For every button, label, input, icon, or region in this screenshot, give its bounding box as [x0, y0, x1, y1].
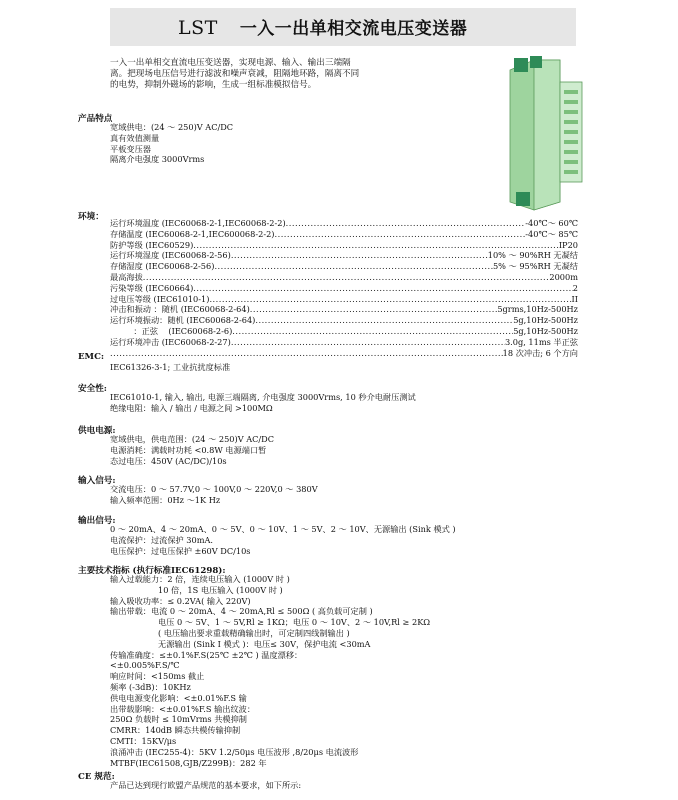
env-row: 过电压等级 (IEC61010-1) ..... II — [110, 294, 578, 305]
ce-text: 产品已达到现行欧盟产品规范的基本要求，如下所示: — [110, 780, 302, 790]
features-heading: 产品特点 — [78, 114, 113, 124]
specs-block — [110, 574, 430, 768]
din-rail-transmitter-module-icon — [500, 52, 590, 212]
spec-line: 250Ω 负载时 ≤ 10mVrms 共模抑制 — [110, 714, 247, 725]
input-line: 输入频率范围：0Hz ～1K Hz — [110, 494, 221, 505]
env-row: 污染等级 (IEC60664) ..... 2 — [110, 283, 578, 294]
power-line: 态过电压：450V (AC/DC)/10s — [110, 455, 227, 466]
model-name: LST — [178, 17, 218, 39]
env-row: ：正弦 (IEC60068-2-6) ..... 5g,10Hz-500Hz — [110, 326, 578, 337]
env-row: 防护等级 (IEC60529) ..... IP20 — [110, 240, 578, 251]
spec-line: 出带载影响：<±0.01%F.S 输出纹波： — [110, 703, 256, 714]
spec-line: 输出带载：电流 0 ～ 20mA、4 ～ 20mA,Rl ≤ 500Ω ( 高负载可定制 ) — [110, 606, 373, 617]
env-row: 运行环境振动：随机 (IEC60068-2-64) ..... 5g,10Hz-500Hz — [110, 315, 578, 326]
emc-heading: EMC: — [78, 352, 105, 362]
safety-line: 绝缘电阻：输入 / 输出 / 电源之间 >100MΩ — [110, 402, 273, 413]
power-block — [110, 434, 274, 466]
page-title — [178, 14, 467, 39]
env-row: 运行环境湿度 (IEC60068-2-56) ..... 10% ～ 90%RH 无凝结 — [110, 250, 578, 261]
spec-line: CMRR：140dB 瞬态共模传输抑制 — [110, 725, 241, 736]
env-row: 最高海拔 ..... 2000m — [110, 272, 578, 283]
spec-line: MTBF(IEC61508,GJB/Z299B)：282 年 — [110, 757, 267, 768]
input-line: 交流电压：0 ～ 57.7V,0 ～ 100V,0 ～ 220V,0 ～ 380V — [110, 484, 318, 494]
safety-block — [110, 392, 416, 414]
env-row: 运行环境温度 (IEC60068-2-1,IEC60068-2-2) ..... -40℃～ 60℃ — [110, 218, 578, 229]
spec-line: 供电电源变化影响：<±0.01%F.S 输 — [110, 692, 247, 703]
spec-line: 浪涌冲击 (IEC255-4)：5KV 1.2/50μs 电压波形 ,8/20μs 电流波形 — [110, 746, 359, 757]
spec-line: 输入过载能力：2 倍，连续电压输入 (1000V 时 ) — [110, 574, 290, 584]
env-row: 冲击和振动 ：随机 (IEC60068-2-64) ..... 5grms,10Hz-500Hz — [110, 304, 578, 315]
spec-line: 10 倍，1S 电压输入 (1000V 时 ) — [158, 584, 283, 595]
features-list — [110, 122, 233, 165]
feature-item: 真有效值测量 — [110, 132, 160, 143]
spec-line: ( 电压输出要求重载精确输出时，可定制四线制输出 ) — [158, 627, 350, 638]
specs-heading: 主要技术指标 (执行标准IEC61298): — [78, 566, 226, 576]
ce-heading: CE 规范: — [78, 772, 115, 782]
output-heading: 输出信号: — [78, 516, 116, 526]
safety-heading: 安全性: — [78, 384, 107, 394]
intro-paragraph: 一入一出单相交直流电压变送器，实现电源、输入、输出三端隔离。把现场电压信号进行滤波和噪声衰减，阻隔地环路，隔离不同的电势，抑制外磁场的影响，生成一组标准模拟信号。 — [110, 58, 360, 90]
feature-item: 平板变压器 — [110, 143, 151, 154]
emc-text: IEC61326-3-1; 工业抗扰度标准 — [110, 362, 231, 372]
output-line: 电压保护：过电压保护 ±60V DC/10s — [110, 545, 251, 556]
spec-line: 无源输出 (Sink I 模式 )：电压≤ 30V，保护电流 <30mA — [158, 638, 371, 649]
power-heading: 供电电源: — [78, 426, 116, 436]
product-title: 一入一出单相交流电压变送器 — [239, 19, 468, 39]
feature-item: 隔离介电强度 3000Vrms — [110, 154, 205, 165]
environment-table — [110, 218, 578, 358]
env-row: 存储湿度 (IEC60068-2-56) ..... 5% ～ 95%RH 无凝结 — [110, 261, 578, 272]
power-line: 电源消耗：满载时功耗 <0.8W 电源端口暂 — [110, 444, 267, 455]
spec-line: CMTI：15KV/μs — [110, 735, 177, 746]
output-line: 0 ～ 20mA、4 ～ 20mA、0 ～ 5V、0 ～ 10V、1 ～ 5V、2 ～ 10V、无源输出 (Sink 模式 ) — [110, 524, 456, 534]
output-line: 电流保护：过流保护 30mA. — [110, 534, 213, 545]
env-row: ..... 18 次冲击; 6 个方向 — [110, 348, 578, 359]
feature-item: 宽域供电：(24 ～ 250)V AC/DC — [110, 122, 234, 132]
spec-line: 响应时间：<150ms 截止 — [110, 671, 205, 682]
safety-line: IEC61010-1, 输入, 输出, 电源三端隔离, 介电强度 3000Vrms, 10 秒介电耐压测试 — [110, 392, 416, 402]
output-block — [110, 524, 456, 556]
environment-heading: 环境： — [78, 212, 104, 222]
spec-line: 电压 0 ～ 5V、1 ～ 5V,Rl ≥ 1KΩ；电压 0 ～ 10V、2 ～ 10V,Rl ≥ 2KΩ — [158, 617, 431, 628]
input-heading: 输入信号: — [78, 476, 116, 486]
power-line: 宽域供电，供电范围：(24 ～ 250)V AC/DC — [110, 434, 274, 444]
spec-line: 传输准确度：≤±0.1%F.S(25℃ ±2℃ ) 温度漂移： — [110, 649, 303, 660]
env-row: 存储温度 (IEC60068-2-1,IEC600068-2-2) ..... -40℃～ 85℃ — [110, 229, 578, 240]
spec-line: <±0.005%F.S/℃ — [110, 660, 180, 671]
spec-line: 频率 (-3dB)：10KHz — [110, 681, 191, 692]
spec-line: 输入吸收功率：≤ 0.2VA( 输入 220V) — [110, 595, 251, 606]
input-block — [110, 484, 318, 506]
env-row: 运行环境冲击 (IEC60068-2-27) ..... 3.0g, 11ms 半正弦 — [110, 337, 578, 348]
